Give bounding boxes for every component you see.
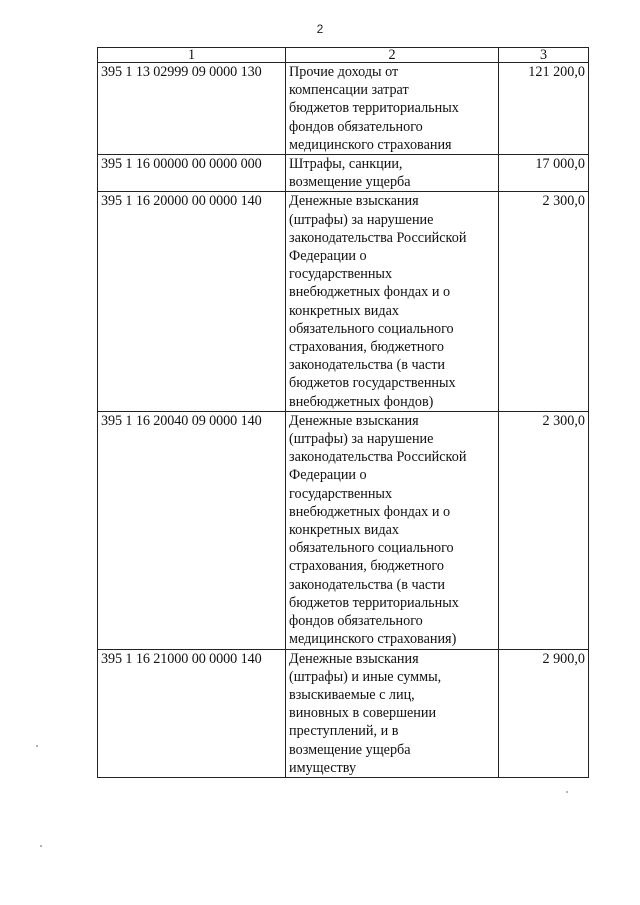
revenue-name-line: возмещение ущерба xyxy=(289,741,411,758)
revenue-name-line: взыскиваемые с лиц, xyxy=(289,686,415,703)
table-row xyxy=(98,192,589,411)
budget-code-cell: 395 1 16 00000 00 0000 000 xyxy=(98,155,286,192)
revenue-name-line: Денежные взыскания xyxy=(289,650,419,667)
revenue-name-line: законодательства Российской xyxy=(289,229,467,246)
table-row xyxy=(98,411,589,649)
amount-cell: 121 200,0 xyxy=(499,63,589,155)
amount-cell: 17 000,0 xyxy=(499,155,589,192)
revenue-name-line: внебюджетных фондах и о xyxy=(289,284,451,301)
revenue-name-line: обязательного социального xyxy=(289,540,454,557)
revenue-name-line: страхования, бюджетного xyxy=(289,558,444,575)
revenue-name-line: законодательства (в части xyxy=(289,576,445,593)
page-number: 2 xyxy=(316,22,324,36)
amount-cell: 2 900,0 xyxy=(499,649,589,777)
revenue-name-cell xyxy=(286,192,499,411)
revenue-name-line: конкретных видах xyxy=(289,302,400,319)
revenue-name-line: фондов обязательного xyxy=(289,613,423,630)
revenue-name-line: преступлений, и в xyxy=(289,723,399,740)
revenue-name-line: Денежные взыскания xyxy=(289,193,419,210)
budget-revenue-table xyxy=(97,47,589,778)
revenue-name-cell xyxy=(286,155,499,192)
revenue-name-line: страхования, бюджетного xyxy=(289,339,444,356)
revenue-name-line: Штрафы, санкции, xyxy=(289,156,403,173)
revenue-name-line: государственных xyxy=(289,485,393,502)
revenue-name-line: медицинского страхования xyxy=(289,136,452,153)
revenue-name-line: законодательства Российской xyxy=(289,449,467,466)
budget-code-cell: 395 1 16 21000 00 0000 140 xyxy=(98,649,286,777)
revenue-name-line: бюджетов территориальных xyxy=(289,594,459,611)
revenue-name-line: внебюджетных фондах и о xyxy=(289,503,451,520)
revenue-name-line: (штрафы) и иные суммы, xyxy=(289,668,442,685)
revenue-name-line: Федерации о xyxy=(289,467,367,484)
column-header-3: 3 xyxy=(499,48,589,63)
budget-code-cell: 395 1 13 02999 09 0000 130 xyxy=(98,63,286,155)
revenue-name-line: государственных xyxy=(289,266,393,283)
revenue-name-cell xyxy=(286,63,499,155)
revenue-name-line: внебюджетных фондов) xyxy=(289,393,434,410)
budget-code-cell: 395 1 16 20000 00 0000 140 xyxy=(98,192,286,411)
column-header-2: 2 xyxy=(286,48,499,63)
budget-code-cell: 395 1 16 20040 09 0000 140 xyxy=(98,411,286,649)
revenue-name-line: Денежные взыскания xyxy=(289,412,419,429)
scan-speck xyxy=(40,845,42,847)
table-row xyxy=(98,63,589,155)
amount-cell: 2 300,0 xyxy=(499,192,589,411)
revenue-name-line: компенсации затрат xyxy=(289,82,409,99)
revenue-name-line: бюджетов государственных xyxy=(289,375,456,392)
revenue-name-line: фондов обязательного xyxy=(289,118,423,135)
revenue-name-cell xyxy=(286,411,499,649)
table-row xyxy=(98,155,589,192)
amount-cell: 2 300,0 xyxy=(499,411,589,649)
revenue-name-line: (штрафы) за нарушение xyxy=(289,211,434,228)
revenue-name-line: (штрафы) за нарушение xyxy=(289,431,434,448)
revenue-name-line: возмещение ущерба xyxy=(289,174,411,191)
revenue-name-cell xyxy=(286,649,499,777)
table-body xyxy=(98,63,589,778)
scan-speck xyxy=(36,745,38,747)
column-header-1: 1 xyxy=(98,48,286,63)
revenue-name-line: Федерации о xyxy=(289,248,367,265)
revenue-name-line: бюджетов территориальных xyxy=(289,100,459,117)
revenue-name-line: обязательного социального xyxy=(289,320,454,337)
scan-speck xyxy=(566,791,568,793)
revenue-name-line: имуществу xyxy=(289,759,357,776)
revenue-name-line: конкретных видах xyxy=(289,522,400,539)
table-row xyxy=(98,649,589,777)
revenue-name-line: законодательства (в части xyxy=(289,357,445,374)
revenue-name-line: виновных в совершении xyxy=(289,705,437,722)
revenue-name-line: медицинского страхования) xyxy=(289,631,457,648)
table-header-row xyxy=(98,48,589,63)
revenue-name-line: Прочие доходы от xyxy=(289,64,399,80)
